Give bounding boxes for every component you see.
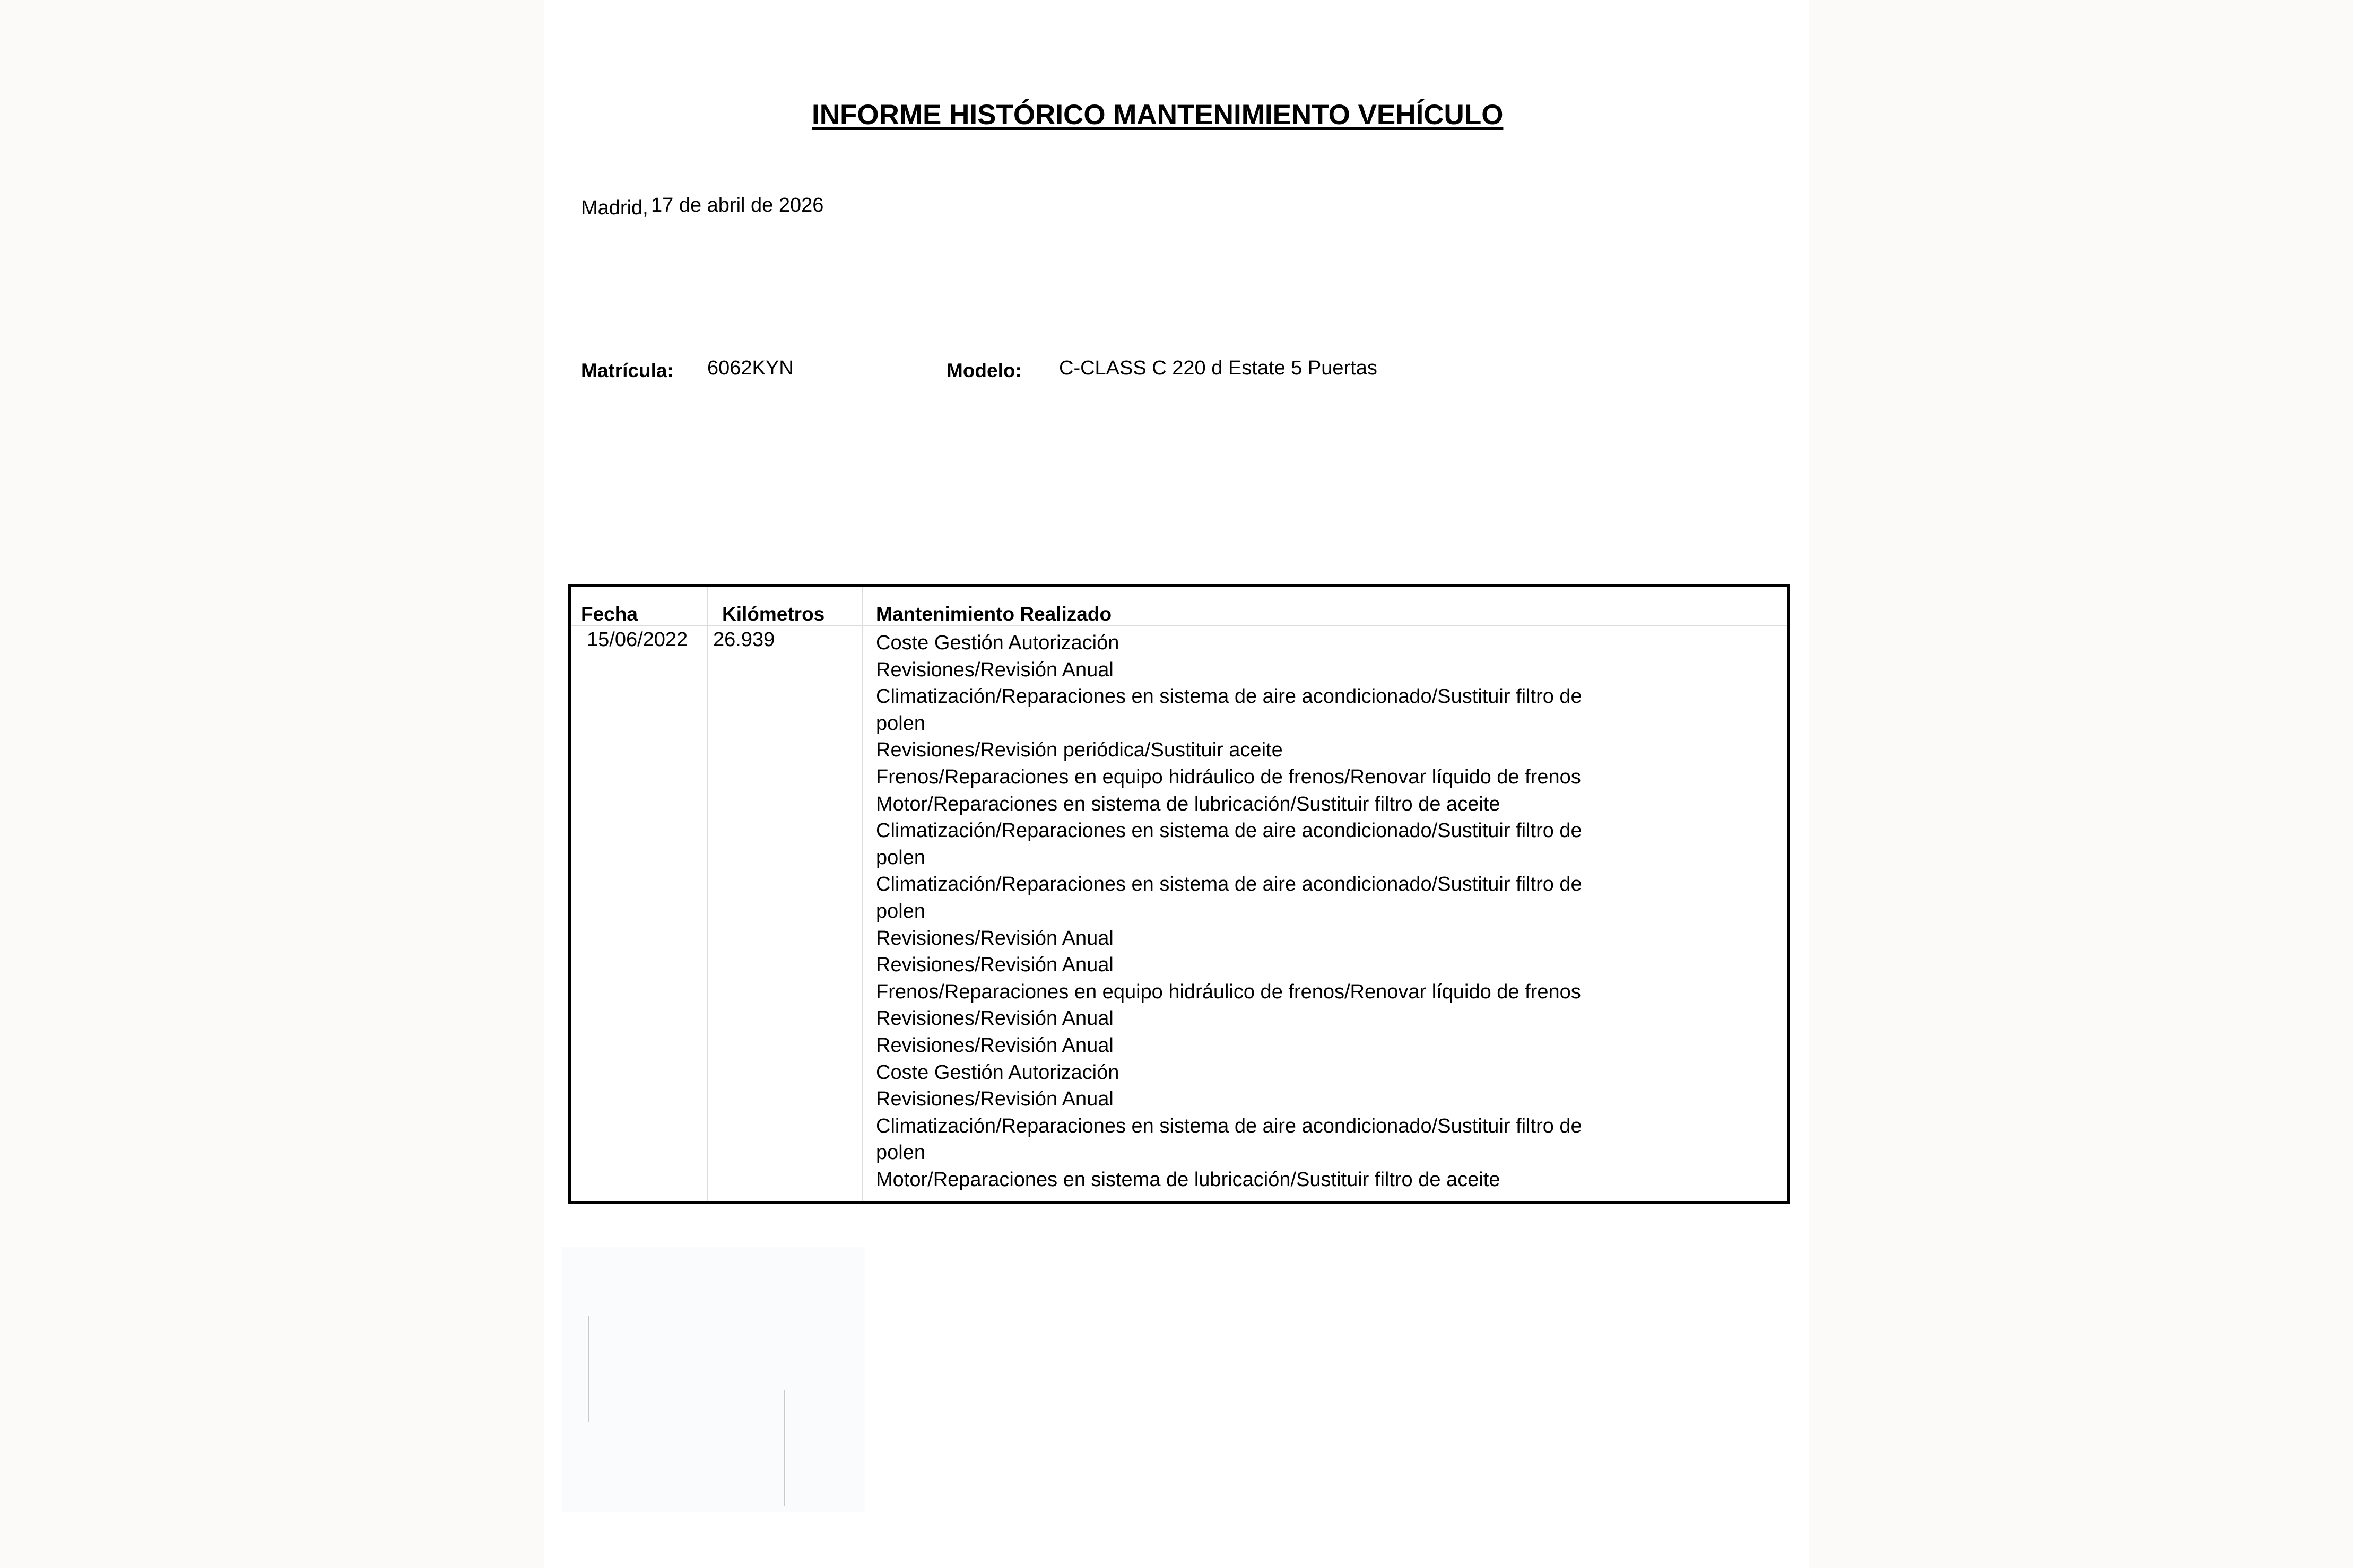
list-item: Revisiones/Revisión Anual	[876, 954, 1114, 977]
column-divider	[707, 587, 708, 1201]
header-divider	[571, 625, 1787, 626]
list-item: Revisiones/Revisión Anual	[876, 1007, 1114, 1030]
list-item: polen	[876, 1142, 925, 1164]
list-item: polen	[876, 712, 925, 735]
faint-line	[784, 1390, 785, 1506]
list-item: polen	[876, 900, 925, 922]
header-kilometros: Kilómetros	[722, 603, 825, 625]
list-item: Coste Gestión Autorización	[876, 632, 1119, 654]
list-item: Motor/Reparaciones en sistema de lubricación/Sustituir filtro de aceite	[876, 1168, 1500, 1191]
list-item: Climatización/Reparaciones en sistema de aire acondicionado/Sustituir filtro de	[876, 873, 1582, 896]
header-mantenimiento: Mantenimiento Realizado	[876, 603, 1112, 625]
list-item: Climatización/Reparaciones en sistema de aire acondicionado/Sustituir filtro de	[876, 685, 1582, 708]
list-item: Motor/Reparaciones en sistema de lubricación/Sustituir filtro de aceite	[876, 792, 1500, 815]
list-item: Revisiones/Revisión periódica/Sustituir aceite	[876, 739, 1283, 762]
list-item: Climatización/Reparaciones en sistema de aire acondicionado/Sustituir filtro de	[876, 820, 1582, 842]
list-item: Frenos/Reparaciones en equipo hidráulico de frenos/Renovar líquido de frenos	[876, 765, 1581, 788]
column-divider	[862, 587, 863, 1201]
list-item: Revisiones/Revisión Anual	[876, 1088, 1114, 1111]
plate-label: Matrícula:	[581, 360, 674, 381]
cell-kilometros: 26.939	[713, 629, 775, 651]
header-fecha: Fecha	[581, 603, 638, 625]
list-item: polen	[876, 846, 925, 869]
maintenance-list	[876, 630, 1582, 1193]
model-value: C-CLASS C 220 d Estate 5 Puertas	[1059, 357, 1377, 379]
cell-fecha: 15/06/2022	[587, 629, 688, 651]
maintenance-table	[568, 584, 1790, 1204]
faint-artifact	[562, 1247, 865, 1512]
list-item: Climatización/Reparaciones en sistema de aire acondicionado/Sustituir filtro de	[876, 1114, 1582, 1137]
report-title: INFORME HISTÓRICO MANTENIMIENTO VEHÍCULO	[812, 99, 1504, 130]
list-item: Coste Gestión Autorización	[876, 1061, 1119, 1084]
list-item: Revisiones/Revisión Anual	[876, 1034, 1114, 1057]
list-item: Revisiones/Revisión Anual	[876, 658, 1114, 681]
faint-line	[588, 1316, 589, 1422]
list-item: Revisiones/Revisión Anual	[876, 927, 1114, 949]
model-label: Modelo:	[947, 360, 1022, 381]
report-date: 17 de abril de 2026	[651, 194, 824, 216]
plate-value: 6062KYN	[707, 357, 794, 379]
list-item: Frenos/Reparaciones en equipo hidráulico de frenos/Renovar líquido de frenos	[876, 980, 1581, 1003]
report-place: Madrid,	[581, 197, 648, 219]
